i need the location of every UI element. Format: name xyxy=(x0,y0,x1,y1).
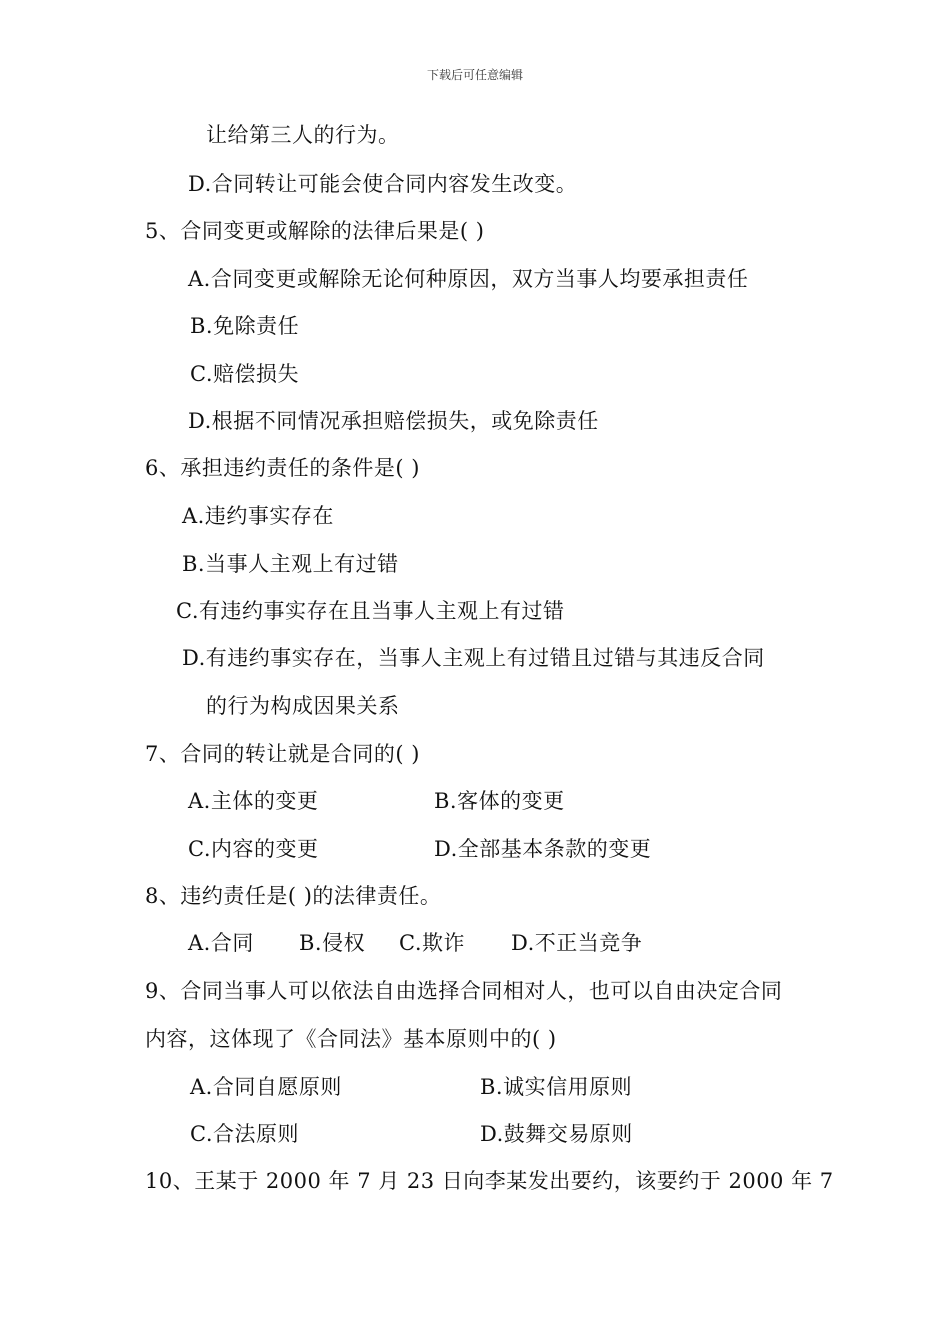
question-8: 8、违约责任是( )的法律责任。 xyxy=(145,884,442,908)
option-d: D.鼓舞交易原则 xyxy=(480,1122,633,1146)
option-d: D.不正当竞争 xyxy=(511,931,643,955)
option-b: B.诚实信用原则 xyxy=(480,1075,633,1099)
question-10: 10、王某于 2000 年 7 月 23 日向李某发出要约，该要约于 2000 年 7 xyxy=(145,1169,834,1193)
option-d: D.全部基本条款的变更 xyxy=(434,837,652,861)
option-a: A.违约事实存在 xyxy=(182,504,334,528)
question-5: 5、合同变更或解除的法律后果是( ) xyxy=(145,219,485,243)
option-c: C.赔偿损失 xyxy=(190,362,299,386)
question-6: 6、承担违约责任的条件是( ) xyxy=(145,456,420,480)
option-a: A.合同自愿原则 xyxy=(190,1075,342,1099)
option-d-continued: 的行为构成因果关系 xyxy=(206,694,400,718)
option-b: B.免除责任 xyxy=(190,314,300,338)
question-9-continued: 内容，这体现了《合同法》基本原则中的( ) xyxy=(145,1027,557,1051)
option-b: B.侵权 xyxy=(299,931,366,955)
option-c: C.欺诈 xyxy=(399,931,465,955)
page-header: 下载后可任意编辑 xyxy=(426,68,523,82)
option-c: C.有违约事实存在且当事人主观上有过错 xyxy=(176,599,565,623)
option-d: D.根据不同情况承担赔偿损失，或免除责任 xyxy=(188,409,599,433)
option-b: B.当事人主观上有过错 xyxy=(182,552,399,576)
option-c: C.内容的变更 xyxy=(188,837,319,861)
option-c: C.合法原则 xyxy=(190,1122,299,1146)
question-7: 7、合同的转让就是合同的( ) xyxy=(145,742,420,766)
option-a: A.合同 xyxy=(188,931,254,955)
option-a: A.合同变更或解除无论何种原因，双方当事人均要承担责任 xyxy=(188,267,749,291)
option-b: B.客体的变更 xyxy=(434,789,565,813)
option-d: D.有违约事实存在，当事人主观上有过错且过错与其违反合同 xyxy=(182,646,765,670)
option-a: A.主体的变更 xyxy=(188,789,319,813)
question-9: 9、合同当事人可以依法自由选择合同相对人，也可以自由决定合同 xyxy=(145,979,783,1003)
text-line: 让给第三人的行为。 xyxy=(206,123,400,147)
option-d: D.合同转让可能会使合同内容发生改变。 xyxy=(188,172,578,196)
